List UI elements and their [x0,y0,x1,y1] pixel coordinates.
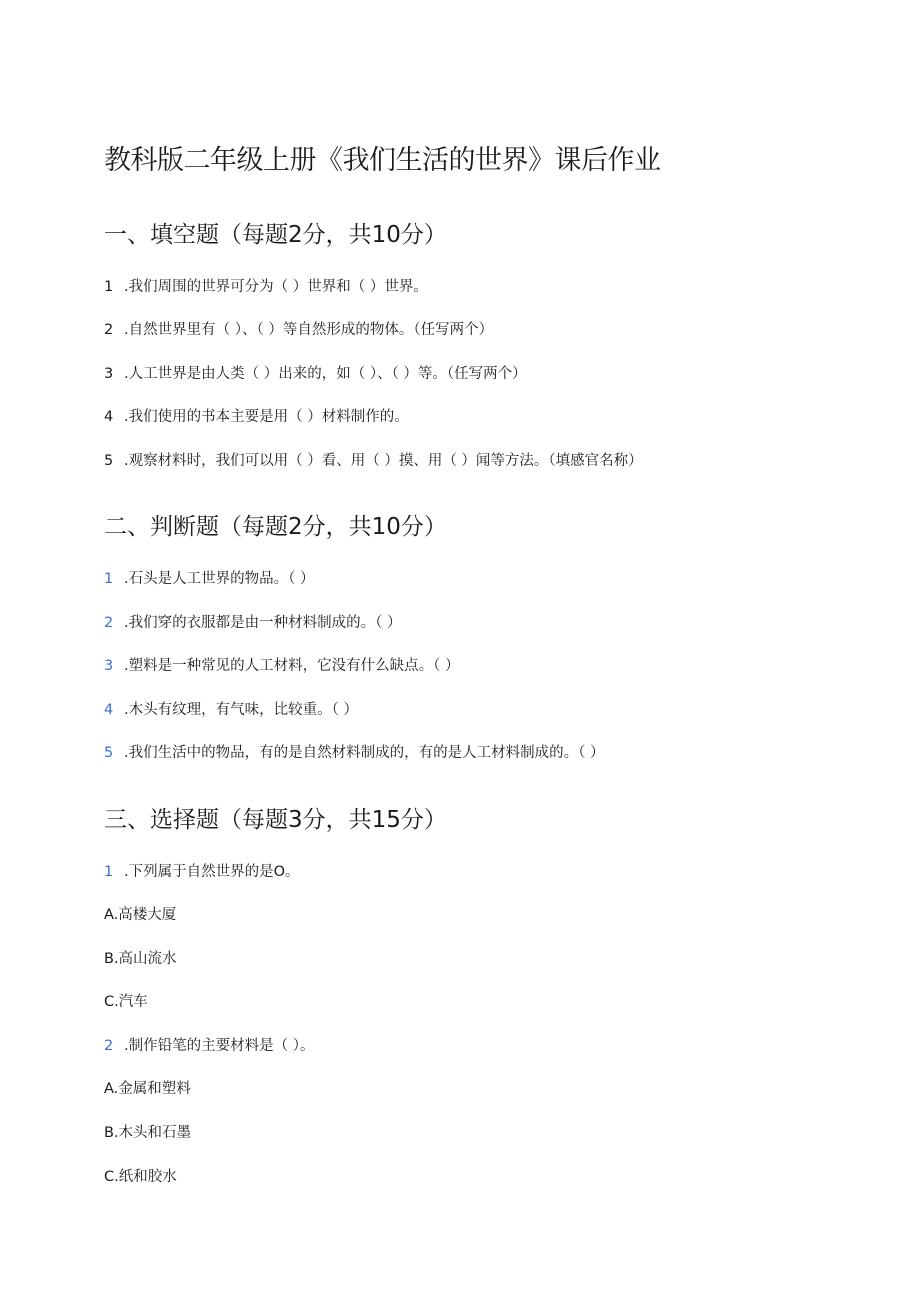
question-number: 2 [104,322,114,338]
question-number: 3 [104,366,114,382]
question-item [104,861,300,883]
question-text: .我们周围的世界可分为（ ）世界和（ ）世界。 [124,279,428,295]
question-number: 4 [104,409,114,425]
question-text: .石头是人工世界的物品。（ ） [124,571,315,587]
question-text: .观察材料时，我们可以用（ ）看、用（ ）摸、用（ ）闻等方法。（填感官名称） [124,453,643,469]
question-number: 2 [104,1038,114,1054]
question-number: 4 [104,702,114,718]
question-item [104,276,428,298]
question-number: 2 [104,615,114,631]
choice-option: B.高山流水 [104,951,177,967]
choice-option: C.纸和胶水 [104,1169,177,1185]
question-item [104,699,358,721]
question-number: 1 [104,571,114,587]
section-heading-fill-in: 一、填空题（每题2分，共10分） [104,222,447,248]
choice-option: A.高楼大厦 [104,907,177,923]
choice-option: B.木头和石墨 [104,1125,192,1141]
question-text: .下列属于自然世界的是O。 [124,864,300,880]
question-item [104,363,527,385]
question-text: .我们穿的衣服都是由一种材料制成的。（ ） [124,615,402,631]
question-text: .我们生活中的物品，有的是自然材料制成的，有的是人工材料制成的。（ ） [124,745,605,761]
question-text: .制作铅笔的主要材料是（ ）。 [124,1038,315,1054]
question-text: .塑料是一种常见的人工材料，它没有什么缺点。（ ） [124,658,460,674]
question-text: .我们使用的书本主要是用（ ）材料制作的。 [124,409,409,425]
section-heading-multiple-choice: 三、选择题（每题3分，共15分） [104,807,447,833]
question-text: .木头有纹理，有气味，比较重。（ ） [124,702,358,718]
question-text: .人工世界是由人类（ ）出来的，如（ ）、（ ）等。（任写两个） [124,366,527,382]
document-title: 教科版二年级上册《我们生活的世界》课后作业 [104,145,661,176]
question-item [104,568,314,590]
choice-option: C.汽车 [104,994,148,1010]
choice-option: A.金属和塑料 [104,1081,191,1097]
section-heading-true-false: 二、判断题（每题2分，共10分） [104,514,447,540]
question-item [104,742,604,764]
question-item [104,655,459,677]
question-item [104,1035,314,1057]
question-number: 5 [104,453,114,469]
question-number: 3 [104,658,114,674]
question-item [104,319,493,341]
question-item [104,406,409,428]
question-number: 5 [104,745,114,761]
question-number: 1 [104,279,114,295]
question-item [104,612,401,634]
question-item [104,450,643,472]
question-number: 1 [104,864,114,880]
question-text: .自然世界里有（ ）、（ ）等自然形成的物体。（任写两个） [124,322,494,338]
